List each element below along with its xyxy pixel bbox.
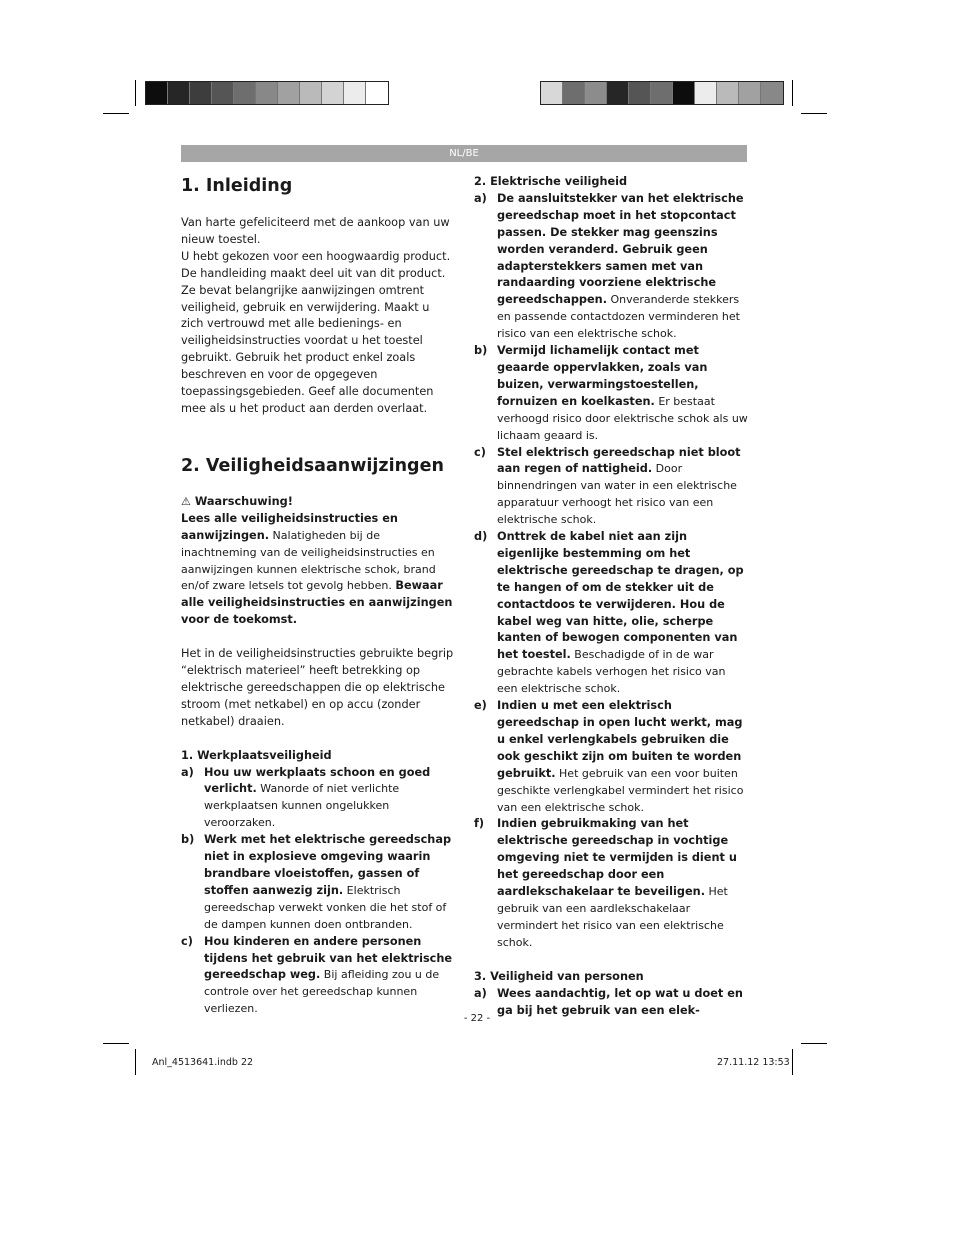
- color-swatch: [563, 82, 585, 104]
- list-item: [474, 343, 748, 444]
- color-swatch: [717, 82, 739, 104]
- list-item-text: Stel elektrisch gereedschap niet bloot aan regen of nattigheid. Door binnendringen van water in een elektrische apparatuur verhoogt het risico van een elektrische schok.: [497, 445, 741, 527]
- footer-file: Anl_4513641.indb 22: [152, 1057, 254, 1068]
- list-item-label: b): [474, 344, 488, 358]
- color-swatch: [739, 82, 761, 104]
- subsection-title-elektrisch: 2. Elektrische veiligheid: [474, 175, 628, 188]
- warning-triangle-icon: ⚠: [181, 494, 191, 508]
- section-heading-inleiding: 1. Inleiding: [181, 176, 293, 196]
- list-item-text: Wees aandachtig, let op wat u doet en ga bij het gebruik van een elek-: [497, 986, 743, 1017]
- list-item-label: b): [181, 833, 195, 847]
- list-item: [181, 765, 455, 833]
- warning-title: ⚠ Waarschuwing!: [181, 494, 455, 511]
- color-swatch: [585, 82, 607, 104]
- crop-mark: [103, 113, 129, 114]
- crop-mark: [801, 1043, 827, 1044]
- term-paragraph: Het in de veiligheidsinstructies gebruikte begrip “elektrisch materieel” heeft betrekking op elektrische gereedschappen die op elektrische stroom (met netkabel) en op accu (zonder netkabel) draaien.: [181, 647, 454, 728]
- subsection-title-personen: 3. Veiligheid van personen: [474, 969, 644, 983]
- color-swatch: [168, 82, 190, 104]
- list-item-label: a): [181, 765, 194, 779]
- crop-mark: [792, 1049, 793, 1075]
- color-calibration-bar-left: [145, 81, 389, 105]
- color-swatch: [607, 82, 629, 104]
- section-heading-veiligheid: 2. Veiligheidsaanwijzingen: [181, 455, 444, 476]
- color-swatch: [629, 82, 651, 104]
- list-item-label: c): [181, 934, 193, 948]
- color-swatch: [673, 82, 695, 104]
- color-swatch: [651, 82, 673, 104]
- list-item-label: a): [474, 191, 487, 205]
- color-swatch: [146, 82, 168, 104]
- left-column: [181, 174, 455, 1018]
- color-swatch: [695, 82, 717, 104]
- color-swatch: [234, 82, 256, 104]
- color-swatch: [256, 82, 278, 104]
- crop-mark: [792, 80, 793, 106]
- list-item: [181, 832, 455, 933]
- color-swatch: [322, 82, 344, 104]
- color-swatch: [190, 82, 212, 104]
- list-item-label: a): [474, 986, 487, 1000]
- footer-date: 27.11.12 13:53: [717, 1057, 790, 1068]
- crop-mark: [135, 1049, 136, 1075]
- right-column: [474, 174, 748, 1019]
- color-swatch: [541, 82, 563, 104]
- list-item: [474, 445, 748, 530]
- subsection-title-werkplaats: 1. Werkplaatsveiligheid: [181, 748, 332, 762]
- page-number: - 22 -: [463, 1013, 491, 1024]
- list-item: [474, 529, 748, 698]
- list-item-text: De aansluitstekker van het elektrische gereedschap moet in het stopcontact passen. De stekker mag geenszins worden veranderd. Gebruik geen adapterstekkers samen met van randaarding voorziene elektrische gereedschappen. Onveranderde stekkers en passende contactdozen verminderen het risico van een elektrische schok.: [497, 191, 744, 341]
- list-item-label: f): [474, 817, 485, 831]
- list-item-text: Werk met het elektrische gereedschap niet in explosieve omgeving waarin brandbare vloeistoffen, gassen of stoffen aanwezig zijn. Elektrisch gereedschap verwekt vonken die het stof of de dampen kunnen doen ontbranden.: [204, 833, 452, 931]
- crop-mark: [103, 1043, 129, 1044]
- list-item-label: d): [474, 530, 488, 544]
- color-swatch: [366, 82, 388, 104]
- werkplaats-list: [181, 765, 455, 1019]
- warning-paragraph: Lees alle veiligheidsinstructies en aanwijzingen. Nalatigheden bij de inachtneming van de veiligheidsinstructies en aanwijzingen kunnen elektrische schok, brand en/of zware letsels tot gevolg hebben. Bewaar alle veiligheidsinstructies en aanwijzingen voor de toekomst.: [181, 511, 453, 627]
- color-swatch: [344, 82, 366, 104]
- list-item-text: Onttrek de kabel niet aan zijn eigenlijke bestemming om het elektrische gereedschap te dragen, op te hangen of om de stekker uit de contactdoos te verwijderen. Hou de kabel weg van hitte, olie, scherpe kanten of bewogen componenten van het toestel. Beschadigde of in de war gebrachte kabels verhogen het risico van een elektrische schok.: [497, 530, 744, 696]
- color-calibration-bar-right: [540, 81, 784, 105]
- intro-paragraph: Van harte gefeliciteerd met de aankoop van uw nieuw toestel. U hebt gekozen voor een hoogwaardig product. De handleiding maakt deel uit van dit product. Ze bevat belangrijke aanwijzingen omtrent veiligheid, gebruik en verwijdering. Maakt u zich vertrouwd met alle bedienings- en veiligheidsinstructies voordat u het toestel gebruikt. Gebruik het product enkel zoals beschreven en voor de opgegeven toepassingsgebieden. Geef alle documenten mee als u het product aan derden overlaat.: [181, 216, 451, 415]
- language-bar: NL/BE: [181, 145, 747, 162]
- crop-mark: [801, 113, 827, 114]
- list-item: [474, 816, 748, 951]
- list-item: [474, 191, 748, 343]
- list-item: [474, 698, 748, 816]
- list-item-text: Indien u met een elektrisch gereedschap in open lucht werkt, mag u enkel verlengkabels gebruiken die ook geschikt zijn om buiten te worden gebruikt. Het gebruik van een voor buiten geschikte verlengkabel vermindert het risico van een elektrische schok.: [497, 699, 744, 814]
- list-item-text: Indien gebruikmaking van het elektrische gereedschap in vochtige omgeving niet te vermijden is dient u het gereedschap door een aardlekschakelaar te beveiligen. Het gebruik van een aardlekschakelaar vermindert het risico van een elektrische schok.: [497, 817, 737, 949]
- color-swatch: [300, 82, 322, 104]
- list-item-label: e): [474, 699, 487, 713]
- color-swatch: [761, 82, 783, 104]
- color-swatch: [278, 82, 300, 104]
- list-item-label: c): [474, 445, 486, 459]
- list-item-text: Vermijd lichamelijk contact met geaarde oppervlakken, zoals van buizen, verwarmingstoestellen, fornuizen en koelkasten. Er bestaat verhoogd risico door elektrische schok als uw lichaam geaard is.: [497, 344, 748, 442]
- list-item-text: Hou uw werkplaats schoon en goed verlicht. Wanorde of niet verlichte werkplaatsen kunnen ongelukken veroorzaken.: [204, 765, 431, 830]
- elektrische-veiligheid-list: [474, 191, 748, 952]
- crop-mark: [135, 80, 136, 106]
- color-swatch: [212, 82, 234, 104]
- list-item: [181, 934, 455, 1019]
- list-item-text: Hou kinderen en andere personen tijdens het gebruik van het elektrische gereedschap weg. Bij afleiding zou u de controle over het gereedschap kunnen verliezen.: [204, 934, 453, 1016]
